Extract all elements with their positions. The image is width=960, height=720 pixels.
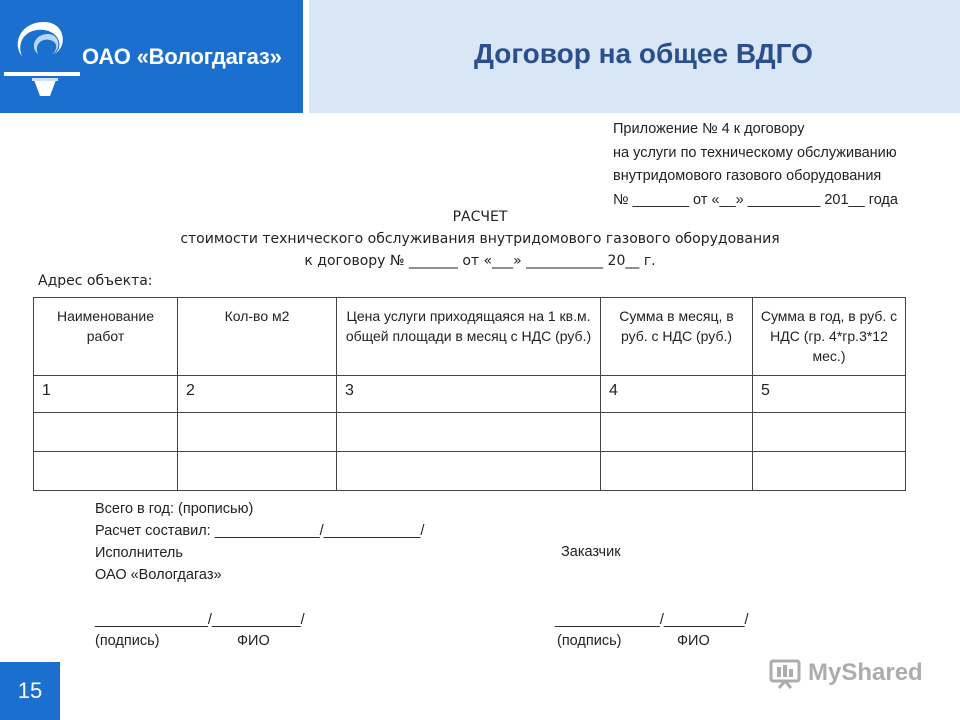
table-cell: 4 [601,376,753,413]
customer-signature-label: (подпись) [557,633,622,649]
executor-signature-label: (подпись) [95,633,160,649]
customer-label: Заказчик [561,544,621,560]
table-cell[interactable] [337,413,601,452]
table-cell[interactable] [34,413,178,452]
calc-subtitle: стоимости технического обслуживания внутридомового газового оборудования [180,231,780,247]
appendix-line: на услуги по техническому обслуживанию [613,144,897,161]
appendix-line: внутридомового газового оборудования [613,168,882,184]
table-cell[interactable] [178,452,337,491]
total-line: Всего в год: (прописью) [95,501,254,517]
calculation-table [33,297,906,491]
logo-panel [0,0,303,113]
table-cell[interactable] [753,452,906,491]
customer-signature-line: _____________/__________/ [555,612,749,628]
table-row [34,413,906,452]
table-cell[interactable] [753,413,906,452]
table-cell[interactable] [34,452,178,491]
address-label: Адрес объекта: [38,273,153,289]
watermark-text: MyShared [808,659,923,686]
table-cell[interactable] [178,413,337,452]
table-header-cell: Кол-во м2 [178,298,337,376]
table-row [34,452,906,491]
table-cell[interactable] [337,452,601,491]
table-number-row [34,376,906,413]
compiled-line: Расчет составил: _____________/____________/ [95,523,425,539]
watermark [768,656,923,690]
page-title: Договор на общее ВДГО [474,38,813,69]
appendix-reference [613,118,898,212]
executor-signature-line: ______________/___________/ [95,612,305,628]
customer-fio-label: ФИО [677,633,710,649]
presentation-icon [768,656,802,690]
executor-label: Исполнитель [95,545,183,561]
table-header-row [34,298,906,376]
table-cell: 2 [178,376,337,413]
appendix-line: № _______ от «__» _________ 201__ года [613,191,898,208]
table-header-cell: Сумма в месяц, в руб. с НДС (руб.) [601,298,753,376]
footer-block [95,498,424,586]
executor-fio-label: ФИО [237,633,270,649]
executor-org: ОАО «Вологдагаз» [95,567,222,583]
table-cell[interactable] [601,413,753,452]
title-panel [309,0,960,113]
slide-number: 15 [0,662,60,720]
table-cell[interactable] [601,452,753,491]
calc-contract-ref: к договору № _______ от «___» ___________ 20__ г. [304,253,656,269]
table-cell: 1 [34,376,178,413]
table-cell: 3 [337,376,601,413]
table-header-cell: Сумма в год, в руб. с НДС (гр. 4*гр.3*12 мес.) [753,298,906,376]
table-cell: 5 [753,376,906,413]
table-header-cell: Цена услуги приходящаяся на 1 кв.м. общей площади в месяц с НДС (руб.) [337,298,601,376]
appendix-line: Приложение № 4 к договору [613,121,805,137]
calc-heading: РАСЧЕТ [452,209,508,225]
calculation-title [140,206,820,272]
company-logo-icon [4,14,84,104]
table-header-cell: Наименование работ [34,298,178,376]
org-name: ОАО «Вологдагаз» [82,44,282,69]
